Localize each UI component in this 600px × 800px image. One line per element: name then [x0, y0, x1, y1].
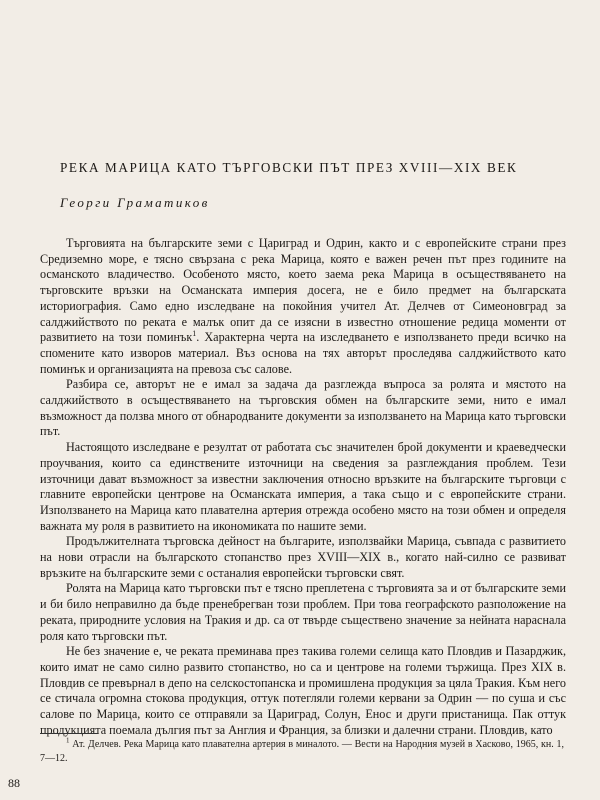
paragraph-text: . Характерна черта на изследването е използването преди всичко на спомените като изворов материал. Въз основа на тях авторът проследява салджийството като поминък и организацията на превоза със салове. [40, 330, 566, 376]
paragraph: Не без значение е, че реката преминава през такива големи селища като Пловдив и Пазарджик, които имат не само силно развито стопанство, но са и центрове на големи тържища. През XIX в. Пловдив се превърнал в депо на селскостопанска и промишлена продукция за цяла Тракия. Към него се стичала огромна стокова продукция, оттук потегляли големи кервани за Одрин — по суша и със салове по Марица, които се отправяли за Цариград, Солун, Енос и други пристанища. Пак оттук продукцията поемала дългия път за Англия и Франция, за близки и далечни страни. Пловдив, като [40, 644, 566, 737]
footnote-text: Ат. Делчев. Река Марица като плавателна артерия в миналото. — Вести на Народния музей в Хасково, 1965, кн. 1, 7—12. [40, 739, 564, 764]
paragraph: Разбира се, авторът не е имал за задача да разглежда въпроса за ролята и мястото на салджийството в осъществяването на търговския обмен на българските земи, нито е имал възможност да ползва много от обнародваните документи за използването на Марица като търговски път. [40, 377, 566, 439]
footnote [40, 738, 564, 765]
article-author: Георги Граматиков [60, 195, 210, 210]
paragraph: Продължителната търговска дейност на българите, използвайки Марица, съвпада с развитието на нови отрасли на българското стопанство през XVIII—XIX в., когато най-силно се развиват връзките на българските земи с останалия европейски търговски свят. [40, 534, 566, 580]
paragraph: Ролята на Марица като търговски път е тясно преплетена с търговията за и от българските земи и би било неправилно да бъде пренебрегван този проблем. При това географското разположение на реката, природните условия на Тракия и др. са от твърде съществено значение за нейната нараснала роля като търговски път. [40, 581, 566, 643]
paragraph [40, 236, 566, 377]
footnote-divider [40, 733, 98, 734]
article-body [40, 236, 566, 739]
page-number: 88 [8, 776, 20, 790]
footnote-reference: 1 [192, 329, 197, 339]
paragraph: Настоящото изследване е резултат от работата със значителен брой документи и краеведчески проучвания, които са единствените източници на сведения за разглеждания проблем. Тези източници дават възможност за известни заключения относно връзките на българските търговци с главните европейски центрове на Османската империя, а така също и с европейските страни. Използването на Марица като плавателна артерия отрежда особено място на този обмен и определя важната му роля в развитието на икономиката по нашите земи. [40, 440, 566, 533]
paragraph-text: Търговията на българските земи с Цариград и Одрин, както и с европейските страни през Средиземно море, е тясно свързана с река Марица, която е важен речен път през годините на османското владичество. Особеното място, което заема река Марица в осъществяването на търговските връзки на Османската империя досега, не е било предмет на българската историография. Само едно изследване на покойния учител Ат. Делчев от Симеоновград за салджийството по реката е малък опит да се изясни в известно отношение редица моменти от развитието на този поминък [40, 236, 566, 345]
article-title: РЕКА МАРИЦА КАТО ТЪРГОВСКИ ПЪТ ПРЕЗ XVIII—XIX ВЕК [60, 160, 518, 175]
footnote-marker: 1 [66, 736, 70, 745]
